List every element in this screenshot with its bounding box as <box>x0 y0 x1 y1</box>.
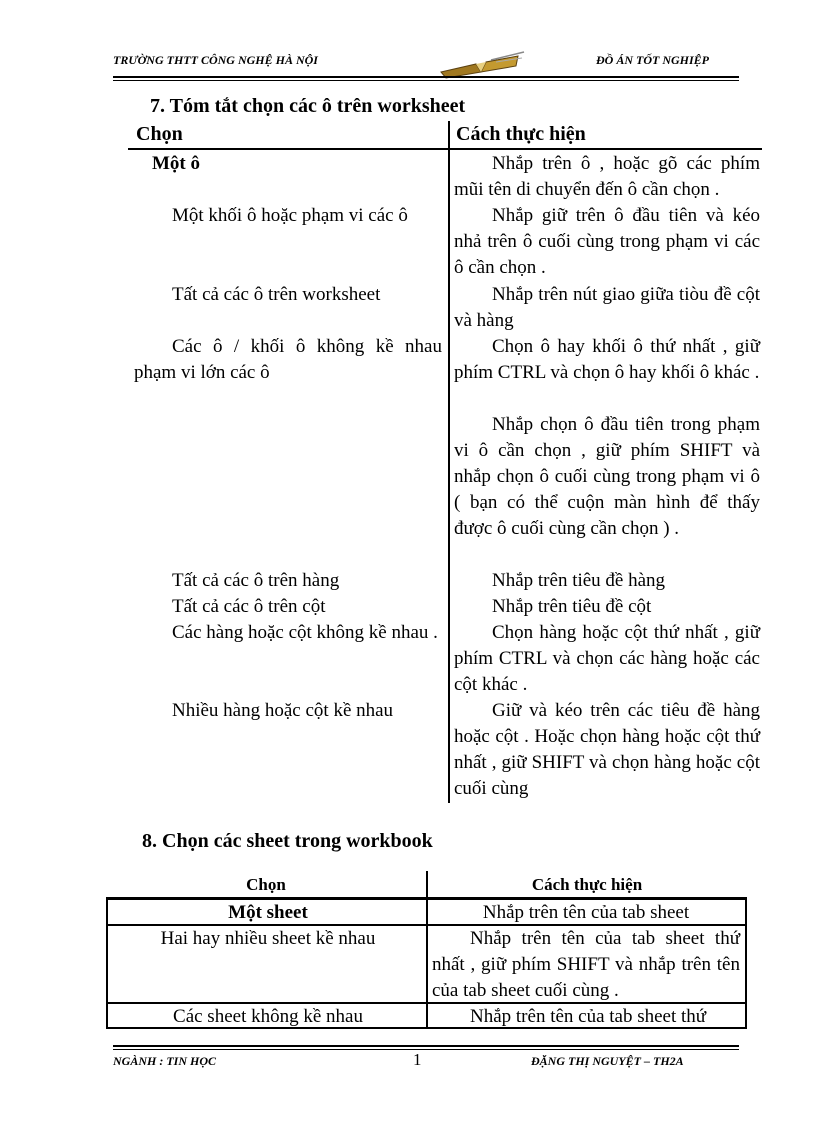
row-method: Nhắp trên tên của tab sheet thứ <box>470 1006 707 1027</box>
section8-title: 8. Chọn các sheet trong workbook <box>142 830 433 852</box>
row-method: Nhắp trên tên của tab sheet thứ nhất , giữ phím SHIFT và nhắp trên tên của tab sheet cuối cùng . <box>432 928 740 1001</box>
row-method: Nhắp trên tiêu đề hàng <box>492 570 666 591</box>
footer-major: NGÀNH : TIN HỌC <box>113 1054 217 1068</box>
row-label: Hai hay nhiều sheet kề nhau <box>160 928 376 949</box>
header-rule-thin <box>113 80 739 81</box>
header-rule <box>113 76 739 78</box>
table-row <box>106 1004 747 1029</box>
table-row <box>106 926 747 1003</box>
header-col-select: Chọn <box>246 875 286 894</box>
row-label: Nhiều hàng hoặc cột kề nhau <box>172 700 394 721</box>
row-method: Nhắp trên tên của tab sheet <box>482 902 690 923</box>
row-method: Nhắp trên nút giao giữa tiòu đề cột và hàng <box>454 284 760 331</box>
row-label: Các sheet không kề nhau <box>173 1006 363 1027</box>
row-label: Một ô <box>152 153 201 174</box>
header-school: TRƯỜNG THTT CÔNG NGHỆ HÀ NỘI <box>113 53 318 67</box>
row-label: Tất cả các ô trên hàng <box>172 570 340 591</box>
page-number: 1 <box>413 1050 422 1069</box>
table-header <box>128 121 762 150</box>
row-label: Tất cả các ô trên cột <box>172 596 326 617</box>
row-label: Một khối ô hoặc phạm vi các ô <box>172 205 408 226</box>
row-method: Nhắp giữ trên ô đầu tiên và kéo nhả trên ô cuối cùng trong phạm vi các ô cần chọn . <box>454 205 760 278</box>
row-method: Nhắp trên tiêu đề cột <box>492 596 652 617</box>
footer-rule-thin <box>113 1049 739 1050</box>
header-col-select: Chọn <box>136 123 183 145</box>
row-label: Tất cả các ô trên worksheet <box>172 284 381 305</box>
row-method: Chọn ô hay khối ô thứ nhất , giữ phím CTRL và chọn ô hay khối ô khác . <box>454 336 760 383</box>
header-col-method: Cách thực hiện <box>456 123 586 145</box>
table-row <box>106 900 747 925</box>
table-divider <box>448 121 450 803</box>
row-method: Giữ và kéo trên các tiêu đề hàng hoặc cột . Hoặc chọn hàng hoặc cột thứ nhất , giữ SHIFT và chọn hàng hoặc cột cuối cùng <box>454 700 760 799</box>
section7-table <box>128 121 762 799</box>
section7-title: 7. Tóm tắt chọn các ô trên worksheet <box>150 95 466 117</box>
footer-rule <box>113 1045 739 1047</box>
row-label: Các hàng hoặc cột không kề nhau . <box>172 622 438 643</box>
row-method: Chọn hàng hoặc cột thứ nhất , giữ phím CTRL và chọn các hàng hoặc các cột khác . <box>454 622 760 695</box>
row-method: Nhắp chọn ô đầu tiên trong phạm vi ô cần chọn , giữ phím SHIFT và nhắp chọn ô cuối cùng trong phạm vi ô ( bạn có thể cuộn màn hình để thấy được ô cuối cùng cần chọn ) . <box>454 414 760 539</box>
footer-author: ĐẶNG THỊ NGUYỆT – TH2A <box>531 1054 684 1068</box>
row-label: Các ô / khối ô không kề nhau phạm vi lớn các ô <box>134 336 442 383</box>
header-col-method: Cách thực hiện <box>531 875 643 894</box>
section8-table <box>106 871 747 1027</box>
header-title: ĐỒ ÁN TỐT NGHIỆP <box>596 53 709 67</box>
row-label: Một sheet <box>228 902 308 923</box>
table-header <box>106 871 747 900</box>
row-method: Nhắp trên ô , hoặc gõ các phím mũi tên di chuyển đến ô cần chọn . <box>454 153 760 200</box>
